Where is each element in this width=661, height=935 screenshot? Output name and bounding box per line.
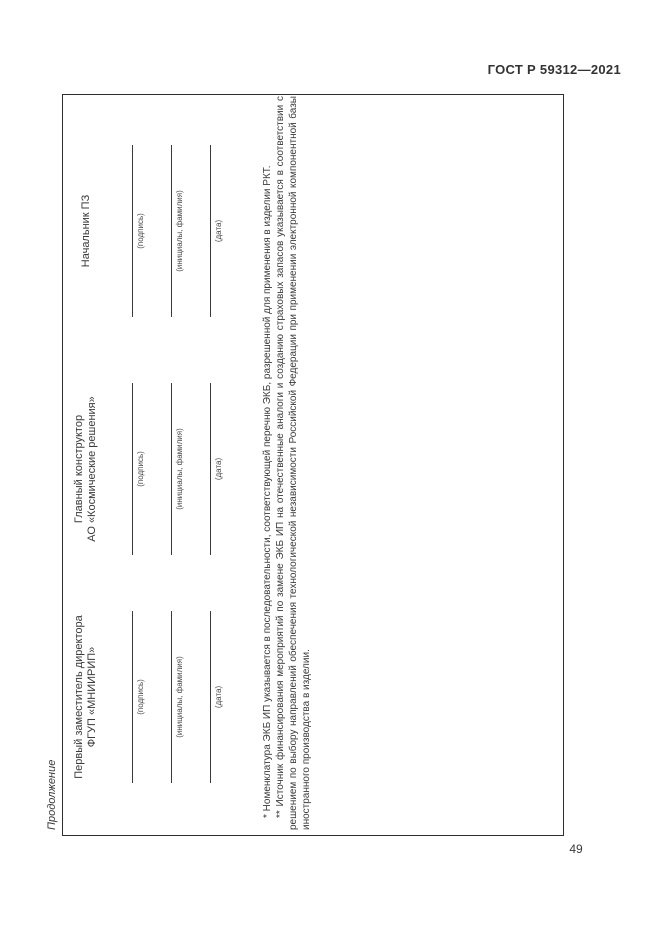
signature-title (70, 145, 102, 317)
signature-field-date (210, 611, 223, 783)
signature-caption: (инициалы, фамилия) (175, 190, 184, 272)
signature-title (70, 611, 102, 783)
signature-caption: (подпись) (136, 213, 145, 249)
signature-field-date (210, 383, 223, 555)
signature-field-date (210, 145, 223, 317)
signature-line (210, 611, 211, 783)
signature-field-name (171, 611, 184, 783)
continuation-label: Продолжение (46, 759, 58, 830)
signature-caption: (дата) (214, 219, 223, 243)
signature-block-deputy-director (70, 611, 223, 783)
signature-block-chief-designer (70, 383, 223, 555)
signature-caption: (дата) (214, 685, 223, 709)
signature-line (132, 611, 133, 783)
signature-line (132, 383, 133, 555)
signature-title-line: ФГУП «МНИИРИП» (86, 646, 98, 748)
signature-title-line: АО «Космические решения» (86, 396, 98, 542)
signature-line (171, 383, 172, 555)
signature-caption: (подпись) (136, 679, 145, 715)
signature-line (210, 145, 211, 317)
signature-caption: (подпись) (136, 451, 145, 487)
signature-line (171, 611, 172, 783)
signature-title (70, 383, 102, 555)
signature-field-name (171, 383, 184, 555)
signature-field-signature (132, 145, 145, 317)
signature-line (171, 145, 172, 317)
signature-title-line: Начальник ПЗ (79, 194, 92, 268)
signature-caption: (инициалы, фамилия) (175, 656, 184, 738)
signature-title-line: Первый заместитель директора (73, 615, 85, 779)
footnote-funding-source: ** Источник финансирования мероприятий по замене ЭКБ ИП на отечественные аналоги и созданию страховых запасов указывается в соответствии с решением по выбору направлений обеспечения технологической независимости Российской Федерации при применении электронной компонентной базы иностранного производства в изделии. (275, 96, 312, 830)
signature-line (132, 145, 133, 317)
signature-block-military-rep-chief (70, 145, 223, 317)
signature-title-line: Главный конструктор (73, 414, 85, 524)
signature-field-signature (132, 611, 145, 783)
signature-field-signature (132, 383, 145, 555)
signature-caption: (дата) (214, 457, 223, 481)
signature-caption: (инициалы, фамилия) (175, 428, 184, 510)
rotated-form-content (62, 94, 564, 836)
signature-field-name (171, 145, 184, 317)
signature-line (210, 383, 211, 555)
standard-number-header: ГОСТ Р 59312—2021 (487, 62, 621, 77)
page-number: 49 (569, 842, 583, 856)
footnote-nomenclature: * Номенклатура ЭКБ ИП указывается в последовательности, соответствующей перечню ЭКБ, разрешенной для применения в изделии РКТ. (262, 165, 273, 818)
footnotes (261, 96, 313, 830)
